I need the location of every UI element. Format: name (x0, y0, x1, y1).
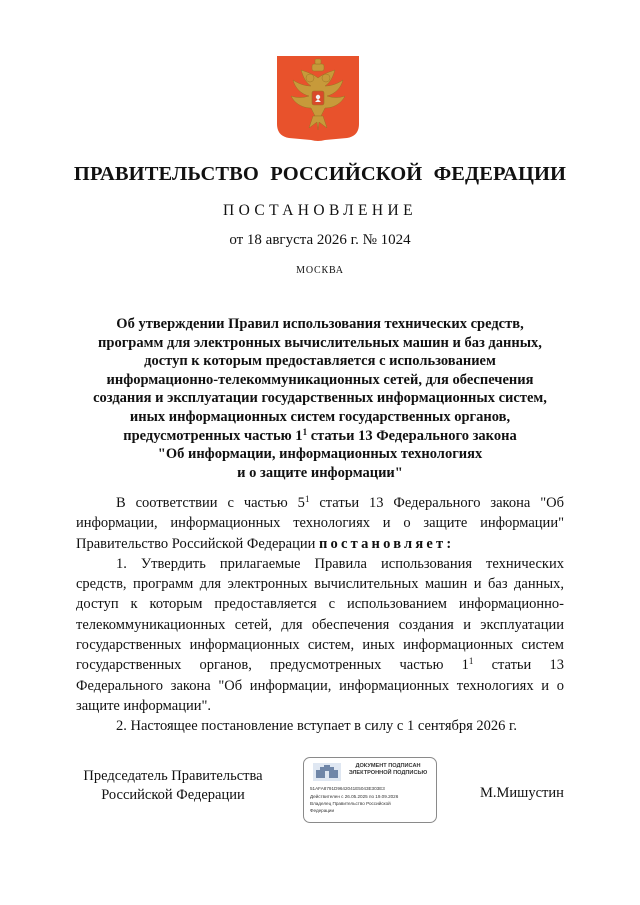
stamp-title-line: ЭЛЕКТРОННОЙ ПОДПИСЬЮ (348, 770, 428, 776)
subject-line: "Об информации, информационных технологиях (157, 446, 483, 463)
document-subject (80, 315, 560, 482)
government-title: ПРАВИТЕЛЬСТВО РОССИЙСКОЙ ФЕДЕРАЦИИ (73, 163, 567, 185)
paragraph-item-2: 2. Настоящее постановление вступает в силу с 1 сентября 2026 г. (116, 718, 517, 735)
subject-line: создания и эксплуатации государственных информационных систем, (93, 390, 547, 407)
position-line: Российской Федерации (101, 787, 245, 803)
electronic-signature-stamp (303, 757, 437, 823)
superscript: 1 (468, 656, 474, 667)
subject-line: доступ к которым предоставляется с использованием (144, 353, 496, 370)
paragraph-item-1 (76, 554, 564, 716)
subject-line (80, 427, 560, 446)
coat-of-arms-emblem (277, 56, 359, 142)
subject-text: предусмотренных частью 1 (123, 427, 303, 444)
subject-line: и о защите информации" (237, 464, 403, 481)
subject-line: иных информационных систем государственных органов, (129, 408, 511, 425)
stamp-emblem-icon (312, 762, 342, 782)
stamp-certificate: 51AFA8791D9642041E5043E303E3 (310, 786, 385, 791)
paragraph-text: 1. Утвердить прилагаемые Правила использования технических средств, программ для электронных вычислительных машин и баз данных, доступ к которым предоставляется с использованием информационно-телекоммуникационных сетей, для обеспечения создания и эксплуатации государственных информационных систем, иных информационных систем государственных органов, предусмотренных частью 1 (76, 555, 564, 674)
stamp-title (344, 763, 432, 777)
document-body (76, 493, 564, 737)
document-type: ПОСТАНОВЛЕНИЕ (223, 202, 417, 219)
stamp-validity: Действителен с 26.05.2025 по 19.09.2026 (310, 794, 399, 799)
superscript: 1 (304, 494, 310, 504)
paragraph-text: В соответствии с частью 5 (116, 495, 305, 511)
position-line: Председатель Правительства (83, 768, 263, 784)
subject-line: информационно-телекоммуникационных сетей, для обеспечения (106, 371, 534, 388)
stamp-owner: Владелец Правительство Российской (310, 801, 391, 806)
signatory-name: М.Мишустин (480, 785, 564, 801)
subject-text: статьи 13 Федерального закона (307, 427, 517, 444)
subject-line: программ для электронных вычислительных машин и баз данных, (98, 334, 542, 351)
paragraph-text: статьи 13 Федерального закона "Об информации, информационных технологиях и о защите информации" Правительство Российской Федерации (76, 495, 564, 552)
paragraph-preamble (76, 493, 564, 554)
signatory-position (78, 767, 268, 805)
stamp-title-line: ДОКУМЕНТ ПОДПИСАН (355, 763, 421, 769)
subject-line: Об утверждении Правил использования технических средств, (116, 316, 524, 332)
paragraph-text: статьи 13 Федерального закона "Об информации, информационных технологиях и о защите информации". (76, 657, 564, 714)
superscript: 1 (302, 426, 308, 437)
decree-word: постановляет: (318, 535, 455, 552)
document-date-number: от 18 августа 2026 г. № 1024 (229, 232, 411, 248)
document-city: МОСКВА (296, 265, 344, 276)
stamp-owner: Федерации (310, 808, 335, 813)
